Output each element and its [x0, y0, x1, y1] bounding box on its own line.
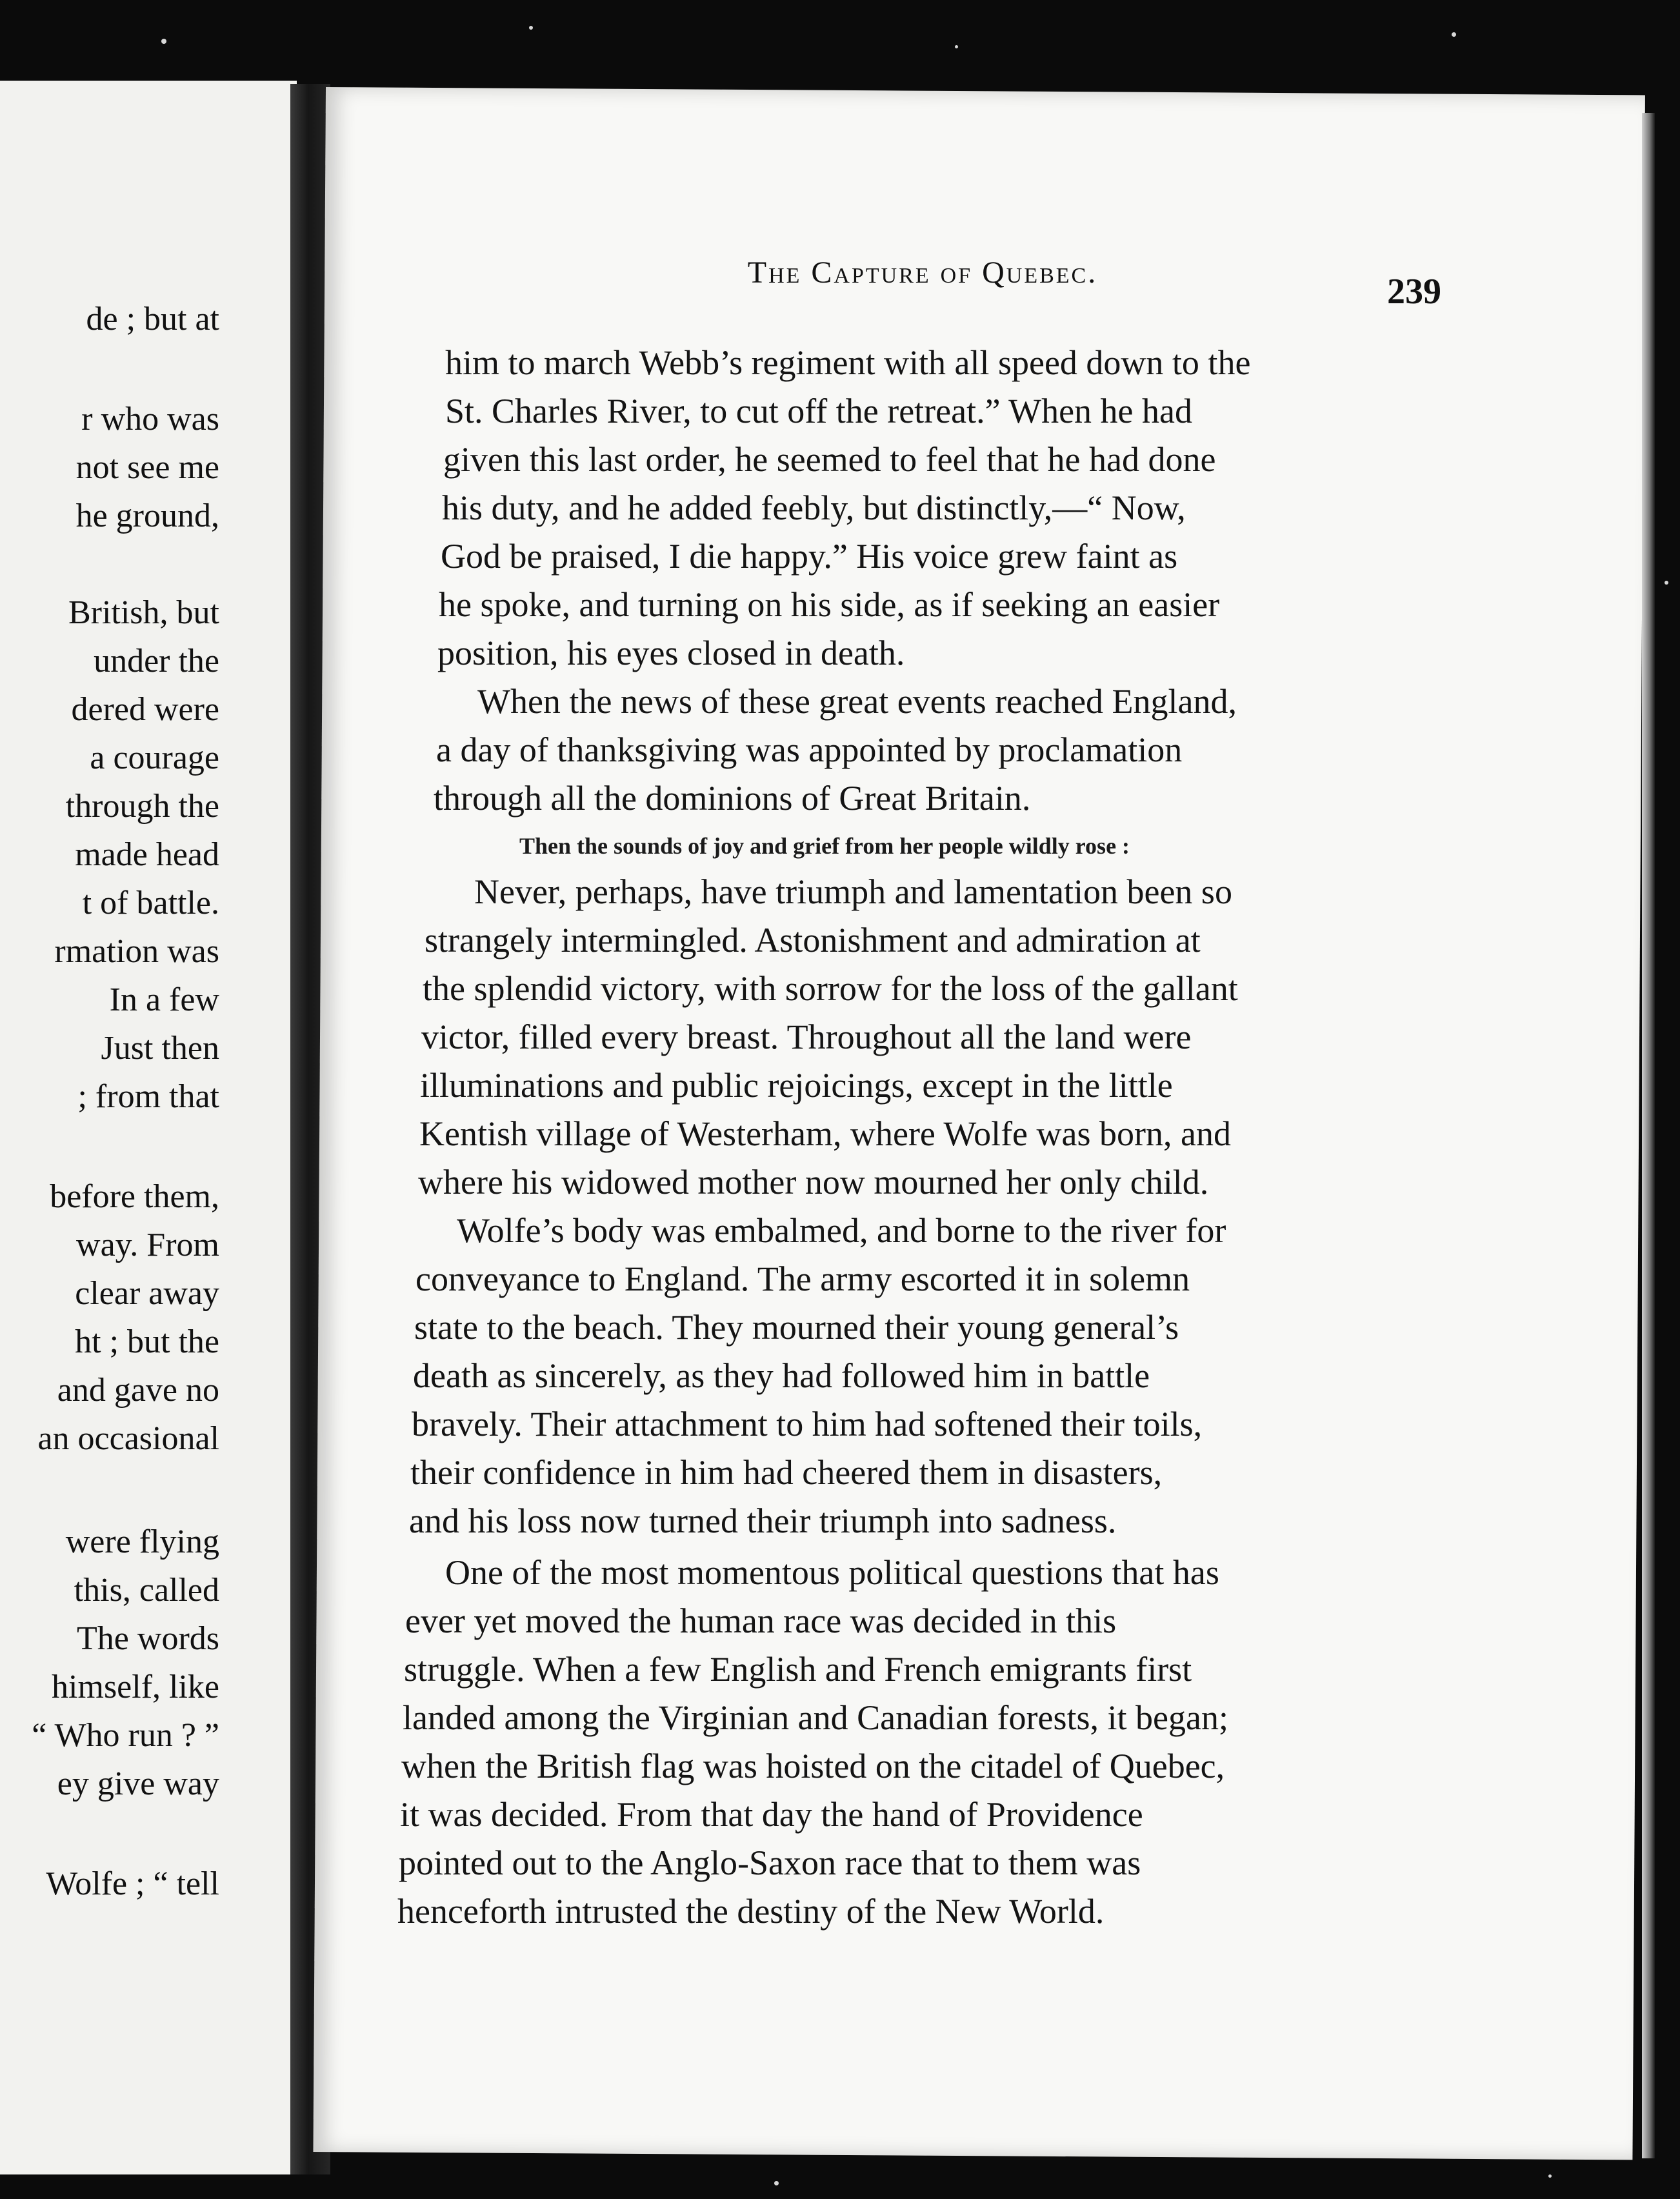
text-line: bravely. Their attachment to him had softened their toils, — [412, 1405, 1203, 1443]
left-line: under the — [94, 643, 219, 679]
text-line: strangely intermingled. Astonishment and admiration at — [425, 921, 1201, 959]
text-line: illuminations and public rejoicings, except in the little — [420, 1066, 1173, 1105]
text-line: given this last order, he seemed to feel that he had done — [443, 440, 1216, 479]
text-line: Kentish village of Westerham, where Wolfe was born, and — [419, 1114, 1231, 1153]
left-line: made head — [75, 836, 219, 873]
dust-speck — [955, 45, 958, 48]
left-line: not see me — [75, 449, 219, 486]
left-line: an occasional — [37, 1420, 219, 1457]
dust-speck — [161, 39, 166, 44]
left-line: through the — [65, 788, 219, 825]
text-line: conveyance to England. The army escorted it in solemn — [415, 1260, 1190, 1298]
left-line: Just then — [101, 1030, 219, 1067]
left-line: dered were — [71, 691, 219, 728]
verse-quotation: Then the sounds of joy and grief from her people wildly rose : — [519, 833, 1130, 859]
left-line: ey give way — [57, 1765, 219, 1802]
dust-speck — [774, 2181, 779, 2185]
text-line: his duty, and he added feebly, but distinctly,—“ Now, — [442, 488, 1186, 527]
dust-speck — [1548, 2174, 1552, 2178]
text-line: the splendid victory, with sorrow for the loss of the gallant — [423, 969, 1238, 1008]
text-line: landed among the Virginian and Canadian forests, it began; — [403, 1698, 1228, 1737]
dust-speck — [1452, 32, 1456, 37]
text-line: position, his eyes closed in death. — [437, 634, 905, 672]
text-line: pointed out to the Anglo-Saxon race that to them was — [399, 1843, 1141, 1882]
text-line: ever yet moved the human race was decided in this — [405, 1602, 1117, 1640]
text-line: where his widowed mother now mourned her only child. — [418, 1163, 1209, 1201]
text-line: Never, perhaps, have triumph and lamentation been so — [474, 872, 1232, 911]
text-line: state to the beach. They mourned their young general’s — [414, 1308, 1179, 1347]
text-line: One of the most momentous political questions that has — [445, 1553, 1219, 1592]
text-line: a day of thanksgiving was appointed by proclamation — [436, 730, 1183, 769]
page-edge-shadow — [1642, 113, 1655, 2158]
text-line: their confidence in him had cheered them in disasters, — [410, 1453, 1163, 1492]
text-line: him to march Webb’s regiment with all speed down to the — [445, 343, 1251, 382]
dust-speck — [529, 26, 533, 30]
text-line: God be praised, I die happy.” His voice grew faint as — [441, 537, 1178, 576]
left-line: Wolfe ; “ tell — [46, 1865, 219, 1902]
dust-speck — [1665, 581, 1668, 585]
left-line: The words — [77, 1620, 219, 1657]
left-line: himself, like — [52, 1669, 219, 1705]
left-line: ; from that — [77, 1078, 219, 1115]
left-line: he ground, — [75, 497, 219, 534]
left-line: “ Who run ? ” — [32, 1717, 219, 1754]
text-line: victor, filled every breast. Throughout all the land were — [421, 1018, 1192, 1056]
left-line: In a few — [109, 981, 219, 1018]
text-line: struggle. When a few English and French emigrants first — [404, 1650, 1192, 1689]
left-line: rmation was — [54, 933, 219, 970]
text-line: Wolfe’s body was embalmed, and borne to the river for — [457, 1211, 1226, 1250]
text-line: and his loss now turned their triumph into sadness. — [409, 1501, 1117, 1540]
text-line: he spoke, and turning on his side, as if seeking an easier — [439, 585, 1220, 624]
left-line: were flying — [65, 1523, 219, 1560]
text-line: when the British flag was hoisted on the citadel of Quebec, — [401, 1747, 1225, 1785]
left-line: clear away — [75, 1275, 219, 1312]
left-line: before them, — [50, 1178, 219, 1215]
text-line: When the news of these great events reached England, — [477, 682, 1237, 721]
text-line: it was decided. From that day the hand of Providence — [400, 1795, 1143, 1834]
text-line: henceforth intrusted the destiny of the New World. — [397, 1892, 1105, 1931]
left-line: ht ; but the — [75, 1323, 219, 1360]
left-line: t of battle. — [82, 885, 219, 921]
left-line: de ; but at — [86, 301, 219, 337]
left-line: r who was — [81, 401, 219, 437]
running-head: The Capture of Quebec. — [747, 256, 1098, 290]
left-line: and gave no — [57, 1372, 219, 1409]
left-line: this, called — [74, 1572, 219, 1609]
text-line: through all the dominions of Great Britain. — [434, 779, 1031, 818]
page-number: 239 — [1387, 272, 1441, 312]
left-page-fragment — [0, 81, 297, 2174]
text-line: St. Charles River, to cut off the retreat.” When he had — [445, 392, 1192, 430]
left-line: way. From — [76, 1227, 219, 1263]
text-line: death as sincerely, as they had followed him in battle — [413, 1356, 1150, 1395]
left-line: a courage — [90, 739, 219, 776]
left-line: British, but — [68, 594, 219, 631]
